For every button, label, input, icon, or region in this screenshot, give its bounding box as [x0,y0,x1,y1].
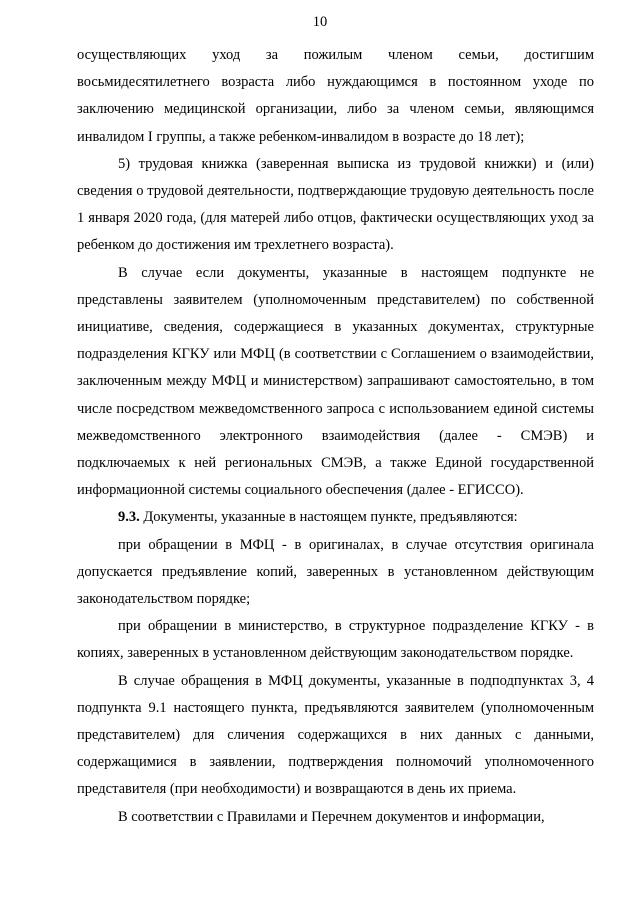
paragraph-mfc-return: В случае обращения в МФЦ документы, указанные в подподпунктах 3, 4 подпункта 9.1 настоящего пункта, предъявляются заявителем (уполномоченным представителем) для сличения содержащихся в них данных с данными, содержащимися в заявлении, подтверждения полномочий уполномоченного представителя (при необходимости) и возвращаются в день их приема. [77,672,594,798]
paragraph-9-3 [77,504,594,531]
paragraph-item-5: 5) трудовая книжка (заверенная выписка из трудовой книжки) и (или) сведения о трудовой деятельности, подтверждающие трудовую деятельность после 1 января 2020 года, (для матерей либо отцов, фактически осуществляющих уход за ребенком до достижения им трехлетнего возраста). [77,155,594,254]
paragraph-mfc-originals: при обращении в МФЦ - в оригиналах, в случае отсутствия оригинала допускается предъявление копий, заверенных в установленном действующим законодательством порядке; [77,536,594,608]
paragraph-if-not-provided: В случае если документы, указанные в настоящем подпункте не представлены заявителем (уполномоченным представителем) по собственной инициативе, сведения, содержащиеся в указанных документах, структурные подразделения КГКУ или МФЦ (в соответствии с Соглашением о взаимодействии, заключенным между МФЦ и министерством) запрашивают самостоятельно, в том числе посредством межведомственного запроса с использованием единой системы межведомственного электронного взаимодействия (далее - СМЭВ) и подключаемых к ней региональных СМЭВ, а также Единой государственной информационной системы социального обеспечения (далее - ЕГИССО). [77,264,594,499]
paragraph-continuation: осуществляющих уход за пожилым членом семьи, достигшим восьмидесятилетнего возраста либо нуждающимся в постоянном уходе по заключению медицинской организации, либо за членом семьи, являющимся инвалидом I группы, а также ребенком-инвалидом в возрасте до 18 лет); [77,47,594,145]
paragraph-ministry-copies: при обращении в министерство, в структурное подразделение КГКУ - в копиях, заверенных в установленном действующим законодательством порядке. [77,618,594,662]
page-number: 10 [312,14,328,30]
clause-text: Документы, указанные в настоящем пункте, предъявляются: [139,509,518,526]
clause-number: 9.3. [118,509,140,526]
document-body [77,42,594,831]
paragraph-rules-continuation: В соответствии с Правилами и Перечнем документов и информации, [118,808,545,825]
